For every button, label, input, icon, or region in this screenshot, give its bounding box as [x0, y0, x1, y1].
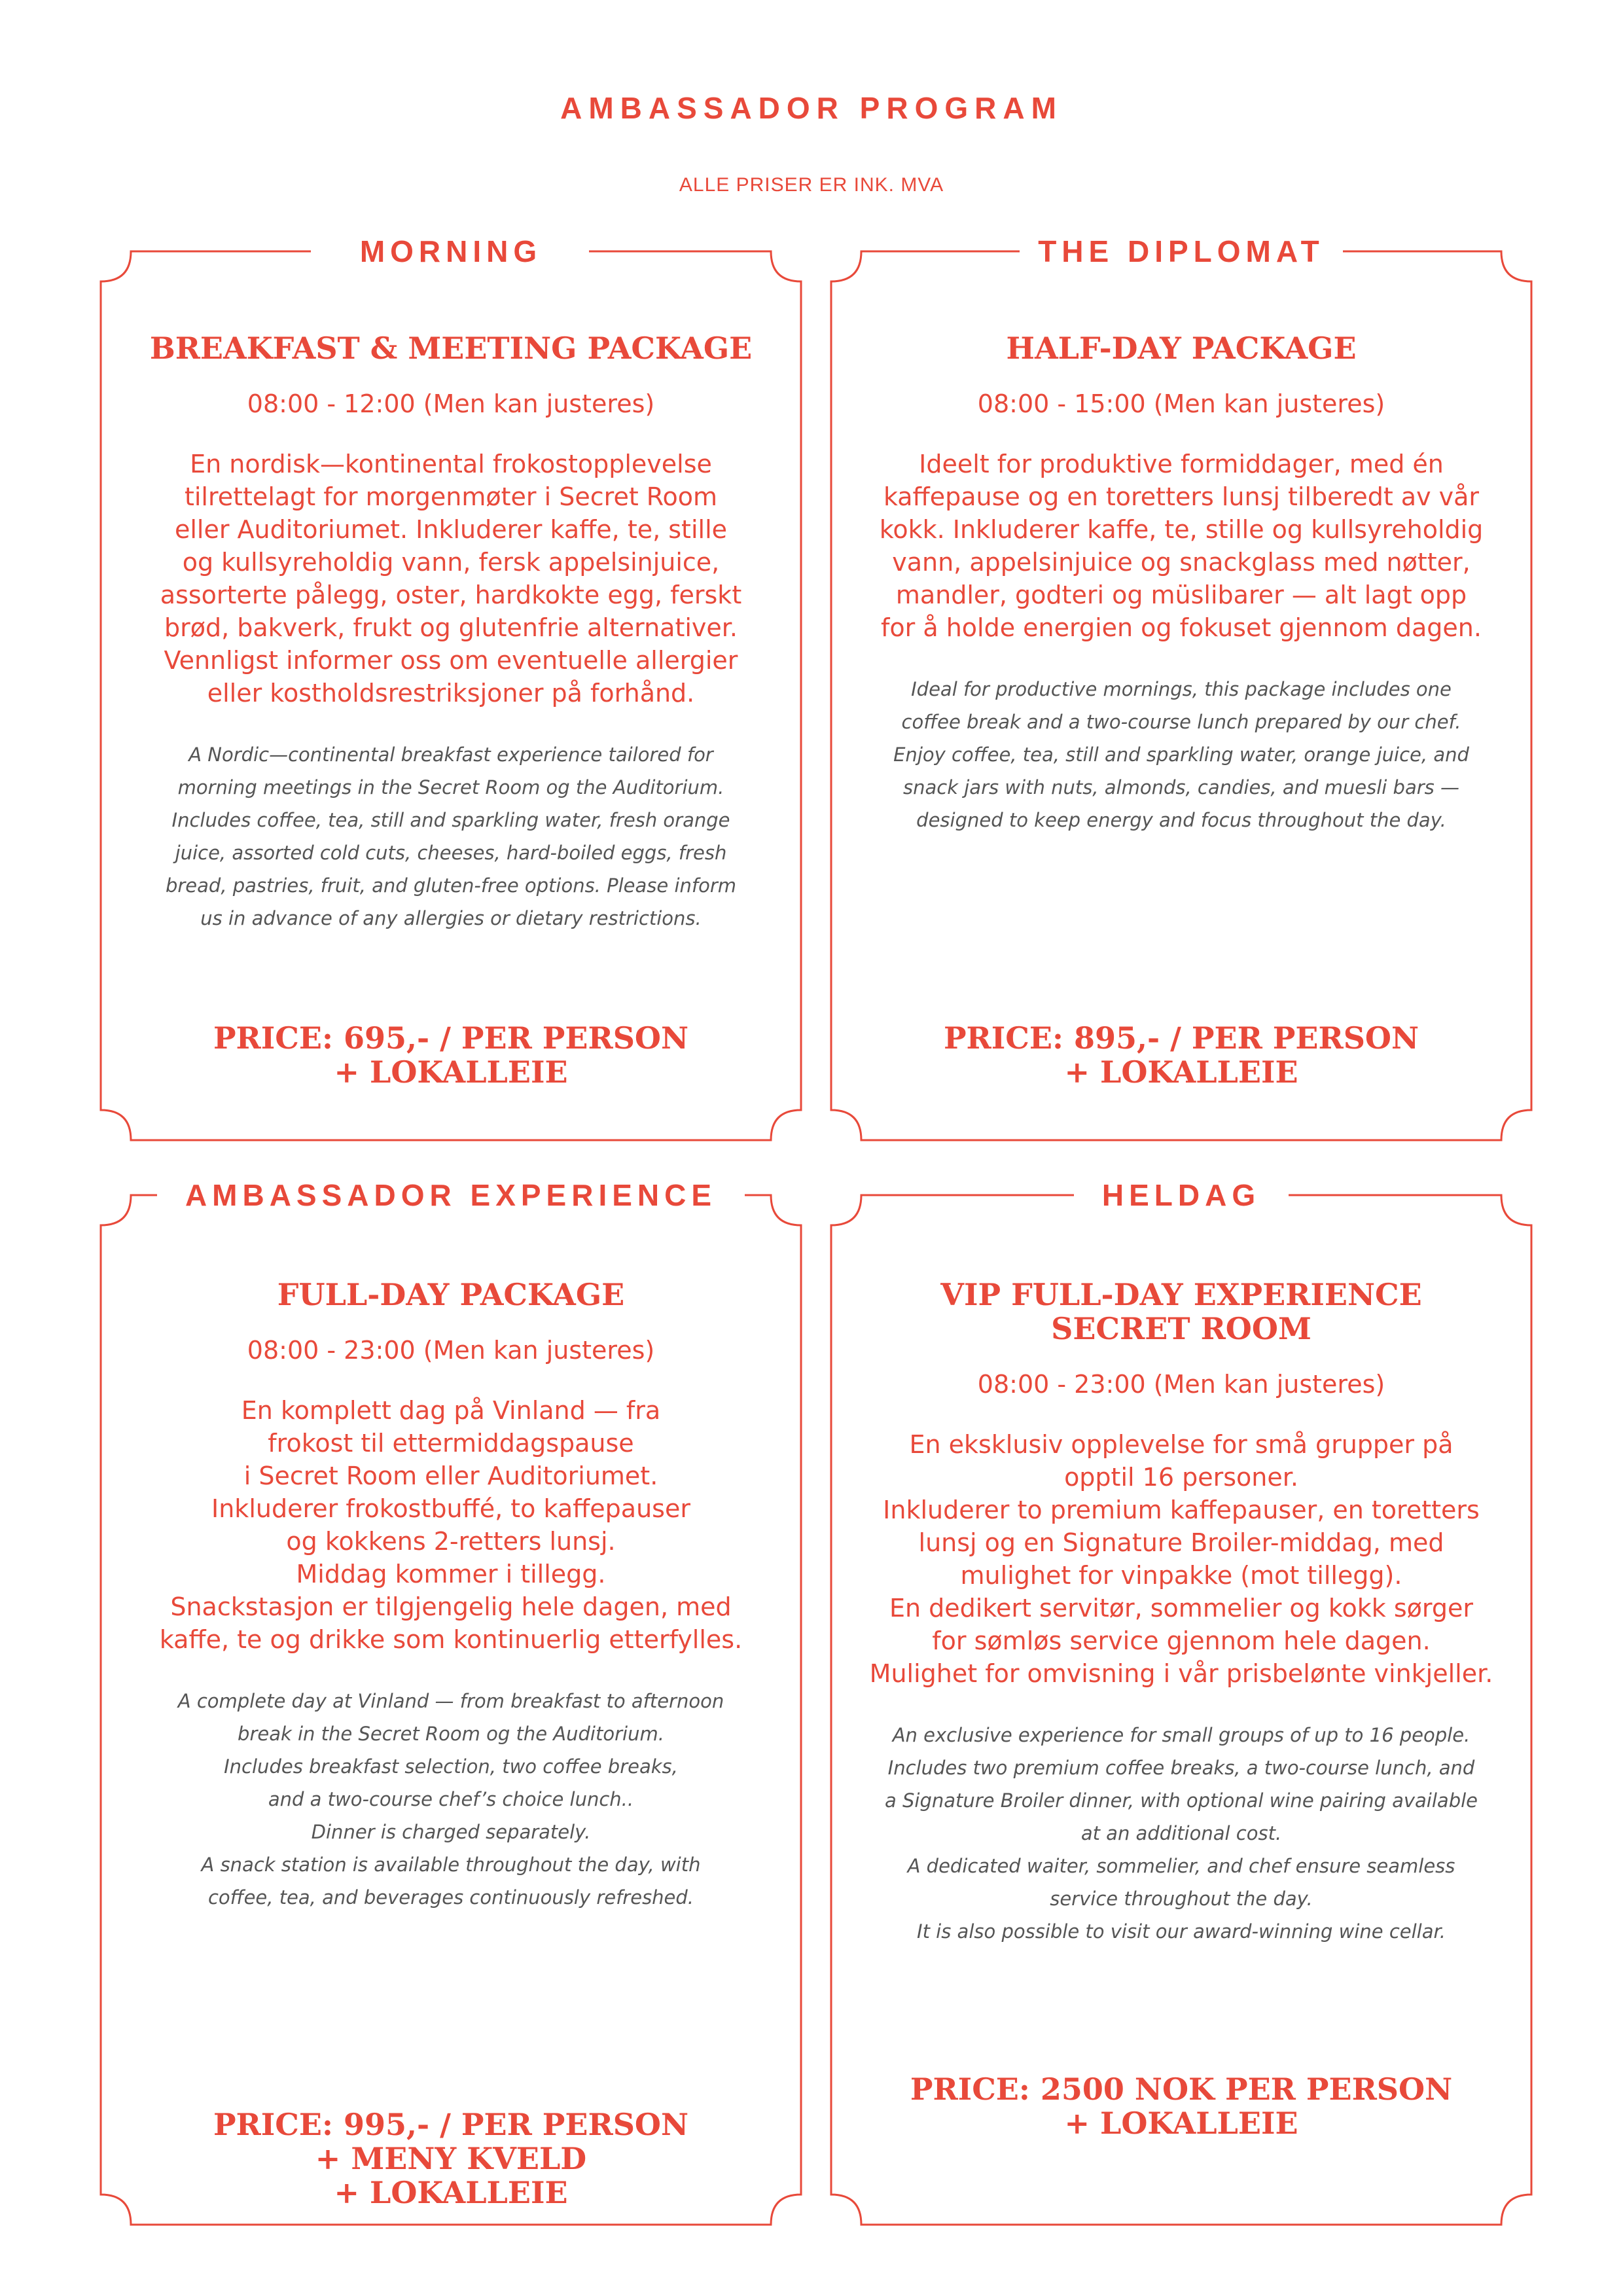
card-label: AMBASSADOR EXPERIENCE — [185, 1178, 717, 1212]
page-title: AMBASSADOR PROGRAM — [560, 91, 1063, 125]
description-norwegian: Ideelt for produktive formiddager, med én kaffepause og en toretters lunsj tilberedt av vår kokk. Inkluderer kaffe, te, stille og kullsyreholdig vann, appelsinjuice og snackglass med nøtter, mandler, godteri og müslibarer — alt lagt opp for å holde energien og fokuset gjennom dagen. — [879, 450, 1484, 642]
description-english: A complete day at Vinland — from breakfast to afternoon break in the Secret Room og the Auditorium. Includes breakfast selection, two coffee breaks, and a two-course chef’s choice lunch.. Dinner is charged separately. A snack station is available throughout the day, with coffee, tea, and beverages continuously refreshed. — [177, 1690, 724, 1909]
description-english: Ideal for productive mornings, this package includes one coffee break and a two-course lunch prepared by our chef. Enjoy coffee, tea, still and sparkling water, orange juice, and snack jars with nuts, almonds, candies, and muesli bars — designed to keep energy and focus throughout the day. — [893, 678, 1469, 831]
package-heading: HALF-DAY PACKAGE — [1006, 331, 1357, 366]
package-card-diplomat — [829, 234, 1534, 1140]
package-hours: 08:00 - 23:00 (Men kan justeres) — [977, 1370, 1385, 1399]
description-norwegian: En nordisk—kontinental frokostopplevelse tilrettelagt for morgenmøter i Secret Room eller Auditoriumet. Inkluderer kaffe, te, stille og kullsyreholdig vann, fersk appelsinjuice, assorterte pålegg, oster, hardkokte egg, ferskt brød, bakverk, frukt og glutenfrie alternativer. Vennligst informer oss om eventuelle allergier eller kostholdsrestriksjoner på forhånd. — [160, 450, 742, 708]
package-hours: 08:00 - 15:00 (Men kan justeres) — [977, 389, 1385, 418]
package-price: PRICE: 2500 NOK PER PERSON + LOKALLEIE — [910, 2072, 1453, 2141]
description-english: An exclusive experience for small groups of up to 16 people. Includes two premium coffee breaks, a two-course lunch, and a Signature Broiler dinner, with optional wine pairing available at an additional cost. A dedicated waiter, sommelier, and chef ensure seamless service throughout the day. It is also possible to visit our award-winning wine cellar. — [885, 1724, 1478, 1943]
card-label: THE DIPLOMAT — [1038, 234, 1325, 268]
package-heading: FULL-DAY PACKAGE — [277, 1277, 625, 1312]
package-hours: 08:00 - 23:00 (Men kan justeres) — [247, 1336, 655, 1365]
package-price: PRICE: 695,- / PER PERSON + LOKALLEIE — [213, 1020, 689, 1090]
card-label: MORNING — [359, 234, 543, 268]
package-price: PRICE: 995,- / PER PERSON + MENY KVELD + LOKALLEIE — [213, 2107, 689, 2210]
package-card-ambassador-experience — [98, 1178, 804, 2225]
package-heading: VIP FULL-DAY EXPERIENCE SECRET ROOM — [940, 1277, 1422, 1346]
description-norwegian: En eksklusiv opplevelse for små grupper på opptil 16 personer. Inkluderer to premium kaffepauser, en toretters lunsj og en Signature Broiler-middag, med mulighet for vinpakke (mot tillegg). En dedikert servitør, sommelier og kokk sørger for sømløs service gjennom hele dagen. Mulighet for omvisning i vår prisbelønte vinkjeller. — [869, 1430, 1493, 1688]
card-label: HELDAG — [1101, 1178, 1261, 1212]
description-english: A Nordic—continental breakfast experience tailored for morning meetings in the Secret Room og the Auditorium. Includes coffee, tea, still and sparkling water, fresh orange juice, assorted cold cuts, cheeses, hard-boiled eggs, fresh bread, pastries, fruit, and gluten-free options. Please inform us in advance of any allergies or dietary restrictions. — [165, 744, 737, 929]
package-hours: 08:00 - 12:00 (Men kan justeres) — [247, 389, 655, 418]
price-note: ALLE PRISER ER INK. MVA — [679, 174, 944, 196]
package-card-heldag — [829, 1178, 1534, 2225]
package-card-morning — [98, 234, 804, 1140]
package-price: PRICE: 895,- / PER PERSON + LOKALLEIE — [943, 1020, 1419, 1090]
package-heading: BREAKFAST & MEETING PACKAGE — [149, 331, 753, 366]
description-norwegian: En komplett dag på Vinland — fra frokost til ettermiddagspause i Secret Room eller Auditoriumet. Inkluderer frokostbuffé, to kaffepauser og kokkens 2-retters lunsj. Middag kommer i tillegg. Snackstasjon er tilgjengelig hele dagen, med kaffe, te og drikke som kontinuerlig etterfylles. — [159, 1396, 743, 1654]
